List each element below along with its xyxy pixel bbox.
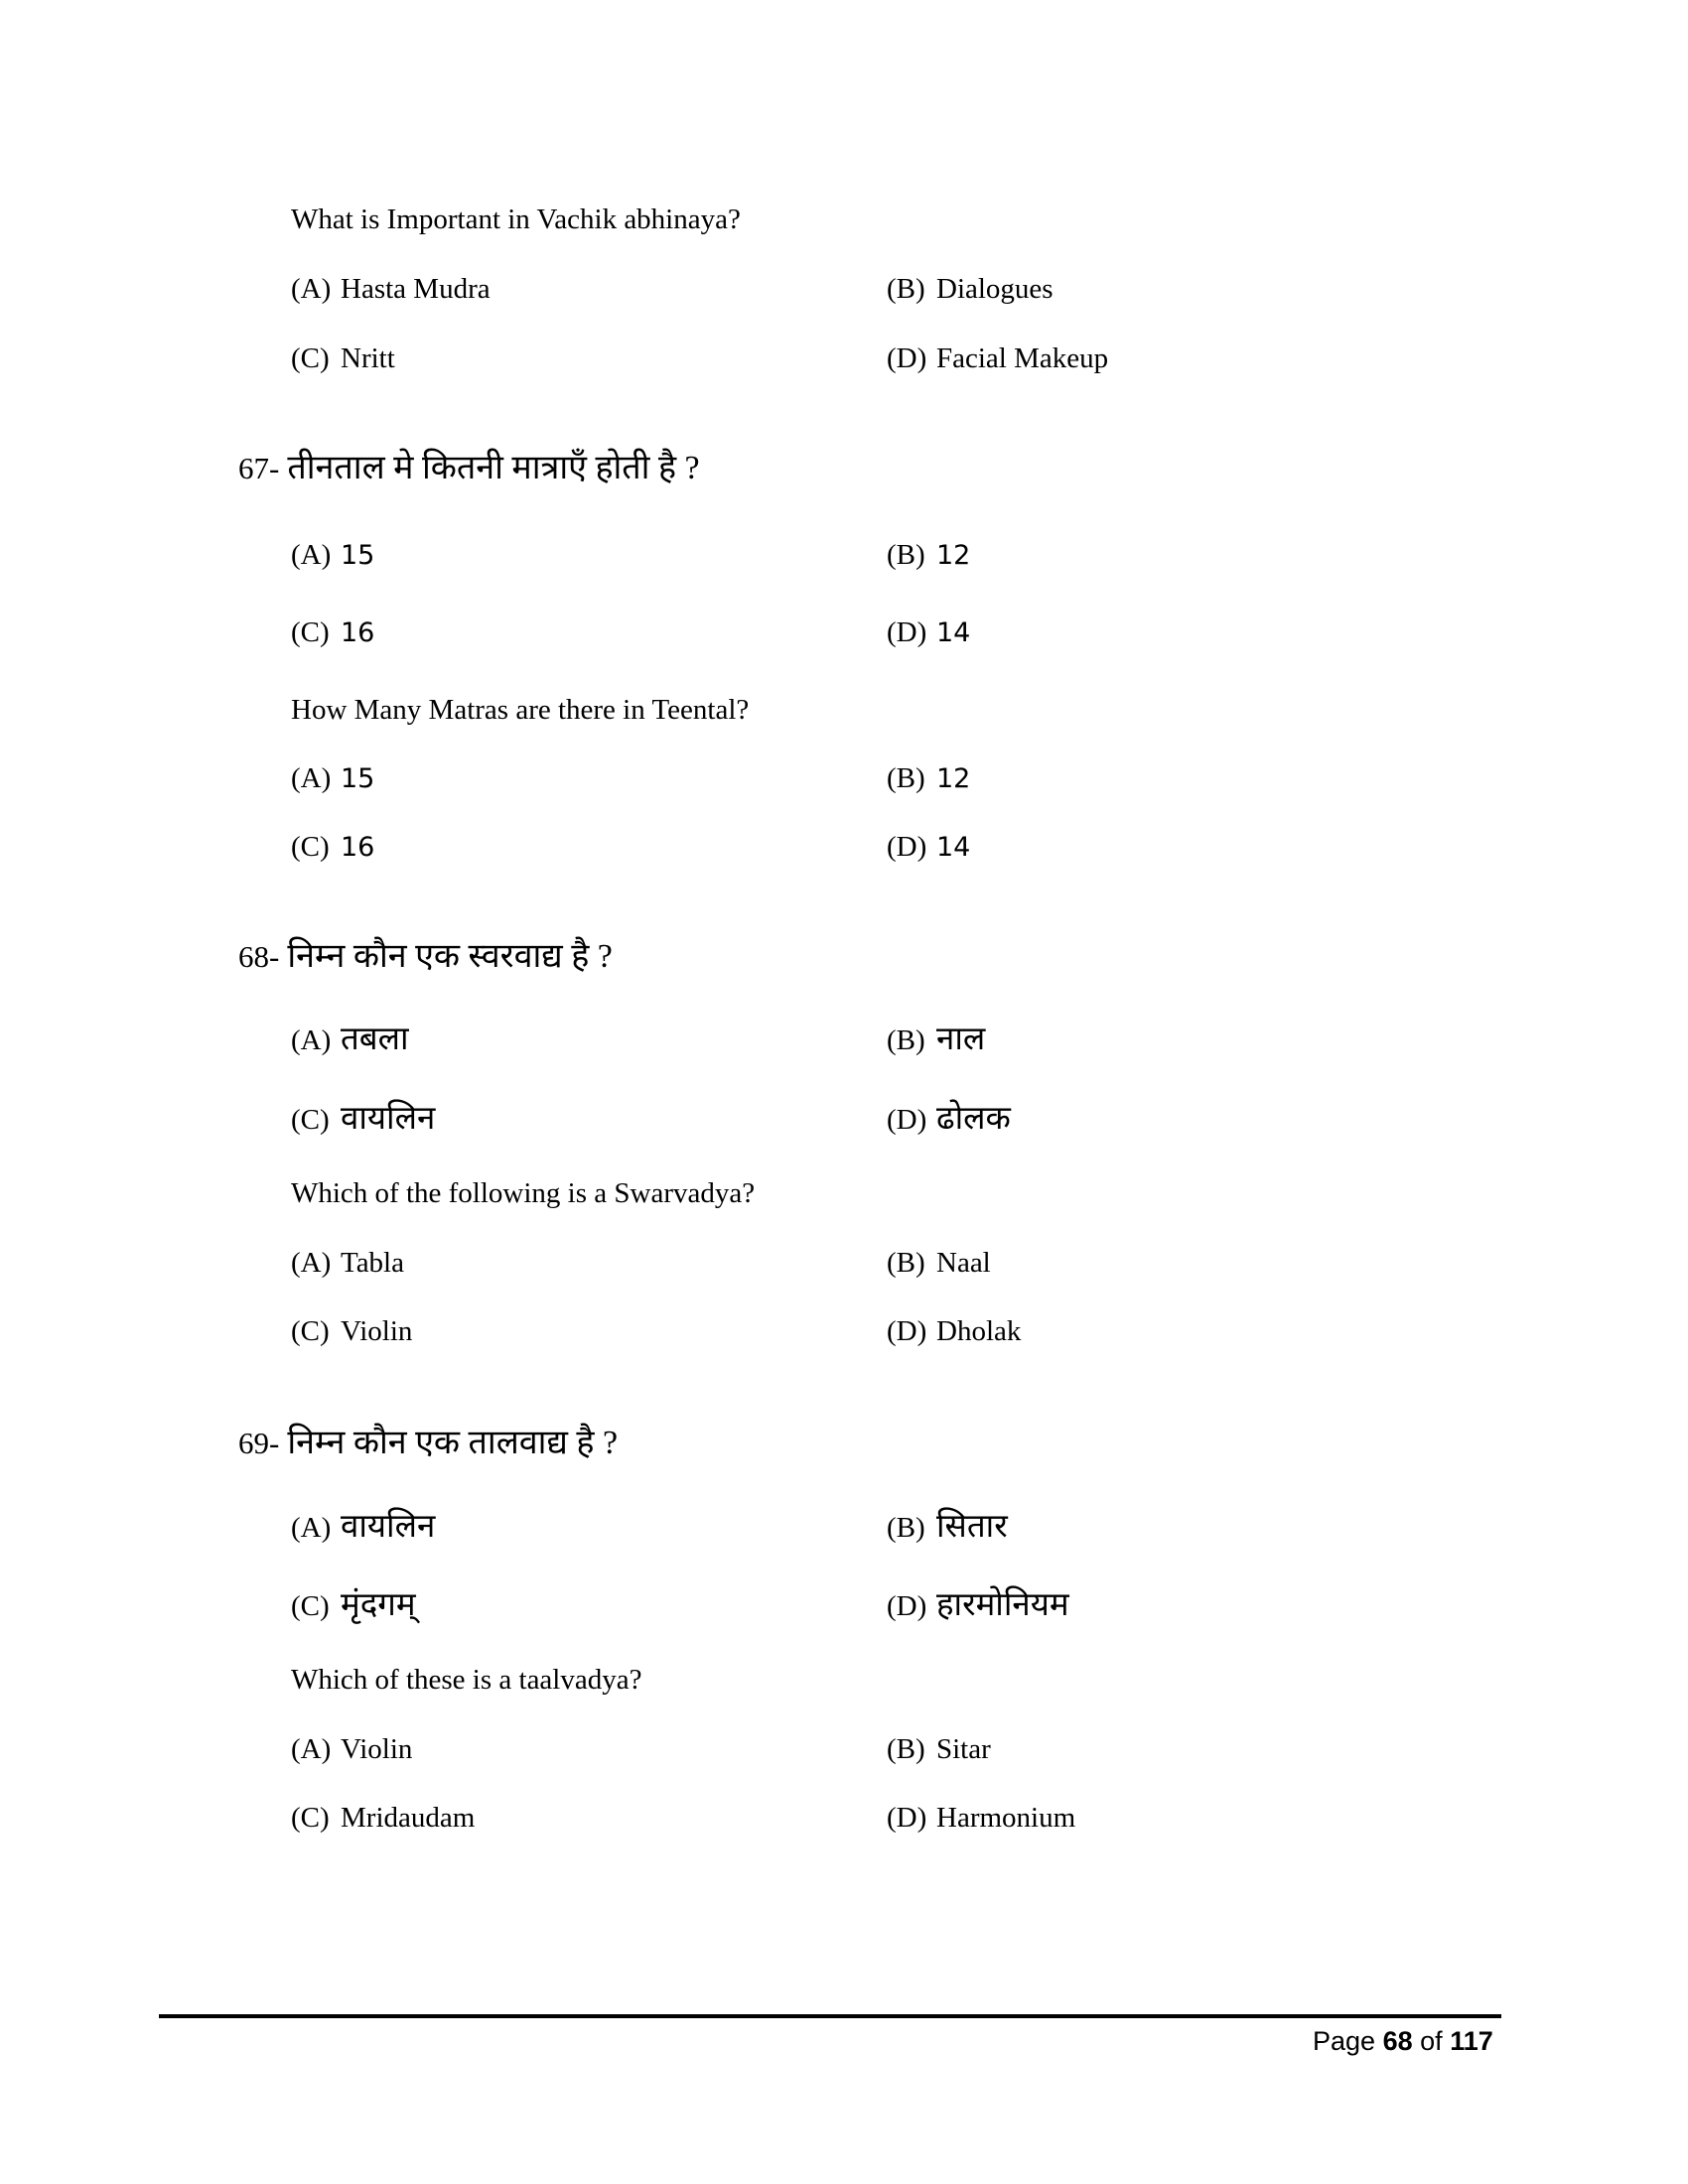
question-text-english: How Many Matras are there in Teental? [291,694,750,726]
question-text-english: Which of the following is a Swarvadya? [291,1177,756,1209]
option [887,1587,1069,1625]
option-text: हारमोनियम [936,1587,1069,1623]
option [887,1802,1075,1835]
option-label: (D) [887,342,927,374]
option-text: Tabla [341,1247,404,1279]
option-text: Violin [341,1733,413,1765]
option [887,1733,991,1766]
question-header [238,1424,618,1462]
option [291,762,374,795]
option-label: (B) [887,1512,925,1544]
option-label: (C) [291,831,330,863]
option-label: (C) [291,616,330,648]
footer-total-pages: 117 [1450,2026,1493,2056]
option [887,342,1108,375]
option-label: (B) [887,539,925,571]
option-label: (A) [291,1733,332,1765]
option [887,1315,1021,1348]
footer-divider [159,2014,1501,2018]
option-label: (C) [291,1590,330,1622]
option-text: 16 [341,617,375,648]
footer-page-label: Page [1313,2026,1376,2056]
page-number-text [1313,2026,1493,2057]
option-text: Nritt [341,342,395,374]
option [887,1101,1011,1139]
question-text-hindi: निम्न कौन एक स्वरवाद्य है ? [287,938,613,975]
option [291,1802,475,1835]
question-number: 69- [238,1426,280,1460]
question-header [238,449,700,487]
option-text: मृंदगम् [341,1587,416,1623]
option-text: Violin [341,1315,413,1347]
option-label: (B) [887,1733,925,1765]
option [887,539,970,572]
option-text: वायलिन [341,1509,436,1545]
option-text: 14 [936,832,971,863]
option [291,1315,412,1348]
option-label: (B) [887,1247,925,1279]
option-text: सितार [936,1509,1008,1545]
option-label: (D) [887,831,927,863]
option-text: Sitar [936,1733,991,1765]
option-label: (A) [291,762,332,794]
option [887,1022,985,1059]
option [887,831,970,864]
option-label: (D) [887,616,927,648]
option-label: (B) [887,273,925,305]
option [887,616,970,649]
option-label: (C) [291,1104,330,1136]
option [291,1733,412,1766]
question-header [238,937,613,976]
option-label: (D) [887,1104,927,1136]
option [887,1247,991,1280]
question-text-hindi: तीनताल मे कितनी मात्राएँ होती है ? [287,450,700,486]
question-text-hindi: निम्न कौन एक तालवाद्य है ? [287,1425,619,1461]
option-label: (A) [291,273,332,305]
option-text: 16 [341,832,375,863]
option-text: Dholak [936,1315,1022,1347]
option-text: Harmonium [936,1802,1076,1834]
option-label: (D) [887,1590,927,1622]
option-label: (C) [291,1315,330,1347]
option-label: (A) [291,1024,332,1056]
option-text: नाल [936,1022,986,1057]
option [291,539,374,572]
option [291,1587,416,1625]
option-text: Dialogues [936,273,1054,305]
option-text: 12 [936,540,971,571]
option [291,273,491,306]
option-label: (A) [291,1512,332,1544]
option-text: तबला [341,1022,409,1057]
option [291,831,374,864]
option [887,273,1054,306]
option-text: 12 [936,763,971,794]
option-text: Naal [936,1247,991,1279]
option-text: 15 [341,540,375,571]
option-text: 15 [341,763,375,794]
option [887,762,970,795]
option-text: Facial Makeup [936,342,1109,374]
question-text-english: Which of these is a taalvadya? [291,1664,642,1696]
option-text: वायलिन [341,1101,436,1137]
option-label: (D) [887,1315,927,1347]
question-number: 68- [238,939,280,974]
option [887,1509,1008,1547]
option-label: (A) [291,1247,332,1279]
option [291,1022,409,1059]
option [291,616,374,649]
option [291,1247,404,1280]
option-label: (C) [291,1802,330,1834]
question-number: 67- [238,451,280,485]
option-text: ढोलक [936,1101,1011,1137]
option [291,1509,435,1547]
option-label: (B) [887,1024,925,1056]
option-label: (A) [291,539,332,571]
option [291,1101,435,1139]
option-text: 14 [936,617,971,648]
footer-of-label: of [1420,2026,1443,2056]
option-label: (C) [291,342,330,374]
option-label: (B) [887,762,925,794]
question-text-english: What is Important in Vachik abhinaya? [291,204,741,235]
footer-page-number: 68 [1382,2026,1413,2056]
option [291,342,395,375]
option-text: Mridaudam [341,1802,476,1834]
option-label: (D) [887,1802,927,1834]
option-text: Hasta Mudra [341,273,491,305]
